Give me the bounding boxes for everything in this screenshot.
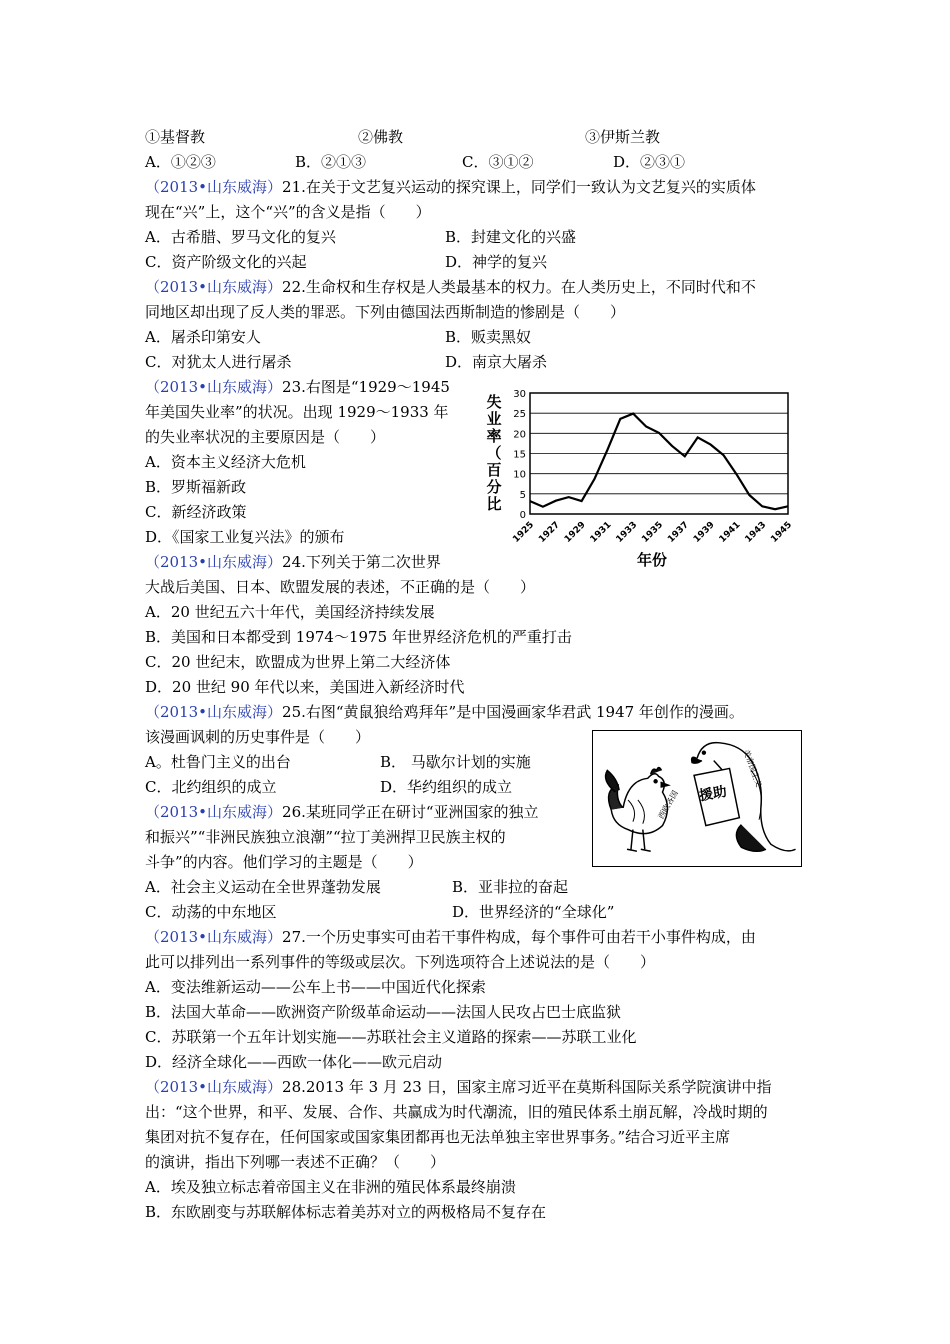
q23-stem-line-2: 年美国失业率”的状况。出现 1929～1933 年 <box>145 403 449 421</box>
q20-item-3: ③伊斯兰教 <box>585 128 661 146</box>
q24-option-c: C．20 世纪末，欧盟成为世界上第二大经济体 <box>145 653 451 671</box>
q26-source: （2013•山东威海） <box>145 803 283 821</box>
chart-x-tick-label: 1931 <box>588 520 614 545</box>
q25-option-b: B． 马歇尔计划的实施 <box>380 753 531 771</box>
chart-x-ticks <box>511 520 794 545</box>
chart-x-tick-label: 1943 <box>743 520 769 545</box>
q21-source: （2013•山东威海） <box>145 178 283 196</box>
q21-option-b: B．封建文化的兴盛 <box>445 228 577 246</box>
q24-option-a: A．20 世纪五六十年代，美国经济持续发展 <box>145 603 435 621</box>
q27-source: （2013•山东威海） <box>145 928 283 946</box>
q24-source: （2013•山东威海） <box>145 553 283 571</box>
q20-item-1: ①基督教 <box>145 128 206 146</box>
chart-y-tick-label: 10 <box>513 469 526 481</box>
q20-item-2: ②佛教 <box>358 128 404 146</box>
q20-option-b: B．②①③ <box>295 153 367 171</box>
chart-y-tick-label: 25 <box>513 409 526 421</box>
q21-stem-line-2: 现在“兴”上，这个“兴”的含义是指（ ） <box>145 203 431 221</box>
q24-stem-line-1: （2013•山东威海）24.下列关于第二次世界 <box>145 553 441 571</box>
cartoon-illustration <box>592 730 802 867</box>
q23-source: （2013•山东威海） <box>145 378 283 396</box>
q28-option-a: A．埃及独立标志着帝国主义在非洲的殖民体系最终崩溃 <box>145 1178 516 1196</box>
q25-stem-line-2: 该漫画讽刺的历史事件是（ ） <box>145 728 371 746</box>
q27-option-d: D．经济全球化——西欧一体化——欧元启动 <box>145 1053 443 1071</box>
q21-option-d: D．神学的复兴 <box>445 253 548 271</box>
q27-stem-line-1: （2013•山东威海）27.一个历史事实可由若干事件构成，每个事件可由若干小事件构成，由 <box>145 928 756 946</box>
q28-stem-line-3: 集团对抗不复存在，任何国家或国家集团都再也无法单独主宰世界事务。”结合习近平主席 <box>145 1128 731 1146</box>
q23-stem-line-1: （2013•山东威海）23.右图是“1929～1945 <box>145 378 450 396</box>
q26-stem-line-3: 斗争”的内容。他们学习的主题是（ ） <box>145 853 423 871</box>
chart-x-tick-label: 1945 <box>769 520 795 545</box>
chart-y-label-char: 比 <box>486 495 502 513</box>
q28-option-b: B．东欧剧变与苏联解体标志着美苏对立的两极格局不复存在 <box>145 1203 547 1221</box>
q21-option-c: C．资产阶级文化的兴起 <box>145 253 307 271</box>
q22-option-a: A．屠杀印第安人 <box>145 328 261 346</box>
chart-y-tick-label: 0 <box>519 510 526 521</box>
q24-option-b: B．美国和日本都受到 1974～1975 年世界经济危机的严重打击 <box>145 628 572 646</box>
q25-source: （2013•山东威海） <box>145 703 283 721</box>
q26-stem-line-2: 和振兴”“非洲民族独立浪潮”“拉丁美洲捍卫民族主权的 <box>145 828 506 846</box>
q27-stem-line-2: 此可以排列出一系列事件的等级或层次。下列选项符合上述说法的是（ ） <box>145 953 656 971</box>
q26-stem-line-1: （2013•山东威海）26.某班同学正在研讨“亚洲国家的独立 <box>145 803 539 821</box>
q25-stem-line-1: （2013•山东威海）25.右图“黄鼠狼给鸡拜年”是中国漫画家华君武 1947 年创作的漫画。 <box>145 703 744 721</box>
chart-x-tick-label: 1925 <box>511 520 537 545</box>
q28-stem-line-2: 出：“这个世界，和平、发展、合作、共赢成为时代潮流，旧的殖民体系土崩瓦解，冷战时期的 <box>145 1103 768 1121</box>
q20-option-d: D．②③① <box>613 153 686 171</box>
q23-option-a: A．资本主义经济大危机 <box>145 453 306 471</box>
chicken-figure <box>606 767 669 851</box>
q27-option-b: B．法国大革命——欧洲资产阶级革命运动——法国人民攻占巴士底监狱 <box>145 1003 622 1021</box>
q27-option-c: C．苏联第一个五年计划实施——苏联社会主义道路的探索——苏联工业化 <box>145 1028 637 1046</box>
q21-option-a: A．古希腊、罗马文化的复兴 <box>145 228 336 246</box>
q28-source: （2013•山东威海） <box>145 1078 283 1096</box>
q20-option-c: C．③①② <box>462 153 534 171</box>
q25-option-c: C．北约组织的成立 <box>145 778 277 796</box>
chart-y-label-char: 失 <box>486 393 502 411</box>
q22-stem-line-2: 同地区却出现了反人类的罪恶。下列由德国法西斯制造的惨剧是（ ） <box>145 303 626 321</box>
q24-option-d: D．20 世纪 90 年代以来，美国进入新经济时代 <box>145 678 465 696</box>
q21-stem-line-1: （2013•山东威海）21.在关于文艺复兴运动的探究课上，同学们一致认为文艺复兴的实质体 <box>145 178 756 196</box>
q24-stem-line-2: 大战后美国、日本、欧盟发展的表述，不正确的是（ ） <box>145 578 536 596</box>
chart-y-tick-label: 15 <box>513 449 526 461</box>
q28-stem-line-1: （2013•山东威海）28.2013 年 3 月 23 日，国家主席习近平在莫斯科国际关系学院演讲中指 <box>145 1078 772 1096</box>
q23-stem-line-3: 的失业率状况的主要原因是（ ） <box>145 428 386 446</box>
q22-option-b: B．贩卖黑奴 <box>445 328 532 346</box>
chart-y-label-char: 率 <box>486 427 502 445</box>
chart-x-tick-label: 1939 <box>691 520 717 545</box>
chart-x-tick-label: 1935 <box>640 520 666 545</box>
q25-option-d: D．华约组织的成立 <box>380 778 513 796</box>
chart-y-tick-label: 30 <box>513 389 526 400</box>
chart-y-tick-label: 5 <box>519 489 526 501</box>
chart-x-tick-label: 1933 <box>614 520 640 545</box>
chart-y-label-char: 分 <box>486 478 502 496</box>
chart-x-tick-label: 1929 <box>562 520 588 545</box>
chart-x-tick-label: 1941 <box>717 520 743 545</box>
chart-x-tick-label: 1937 <box>666 520 691 545</box>
q26-option-d: D．世界经济的“全球化” <box>452 903 615 921</box>
chart-series-line <box>530 414 788 510</box>
q26-option-a: A．社会主义运动在全世界蓬勃发展 <box>145 878 381 896</box>
q20-option-a: A．①②③ <box>145 153 216 171</box>
q22-stem-line-1: （2013•山东威海）22.生命权和生存权是人类最基本的权力。在人类历史上，不同时代和不 <box>145 278 756 296</box>
q28-stem-line-4: 的演讲，指出下列哪一表述不正确？（ ） <box>145 1153 446 1171</box>
q23-option-c: C．新经济政策 <box>145 503 247 521</box>
q23-option-d: D．《国家工业复兴法》的颁布 <box>145 528 345 546</box>
q22-option-c: C．对犹太人进行屠杀 <box>145 353 292 371</box>
chart-y-label-char: （ <box>486 444 502 462</box>
chicken-label-1: 西欧各国 <box>656 788 680 821</box>
chart-y-tick-label: 20 <box>513 429 526 441</box>
chart-y-label-char: 业 <box>486 410 502 428</box>
q23-option-b: B．罗斯福新政 <box>145 478 247 496</box>
unemployment-chart <box>480 385 800 570</box>
weasel-label: 美帝国主义 <box>741 748 764 789</box>
q26-option-b: B．亚非拉的奋起 <box>452 878 569 896</box>
chart-x-label: 年份 <box>636 551 668 569</box>
chart-y-label-char: 百 <box>486 461 502 479</box>
aid-bag-label: 援助 <box>698 783 729 805</box>
q27-option-a: A．变法维新运动——公车上书——中国近代化探索 <box>145 978 486 996</box>
chart-y-ticks <box>513 389 526 521</box>
chart-x-tick-label: 1927 <box>537 520 562 545</box>
q25-option-a: A。杜鲁门主义的出台 <box>145 753 291 771</box>
chart-y-label <box>486 393 501 513</box>
q22-source: （2013•山东威海） <box>145 278 283 296</box>
q26-option-c: C．动荡的中东地区 <box>145 903 277 921</box>
q22-option-d: D．南京大屠杀 <box>445 353 548 371</box>
